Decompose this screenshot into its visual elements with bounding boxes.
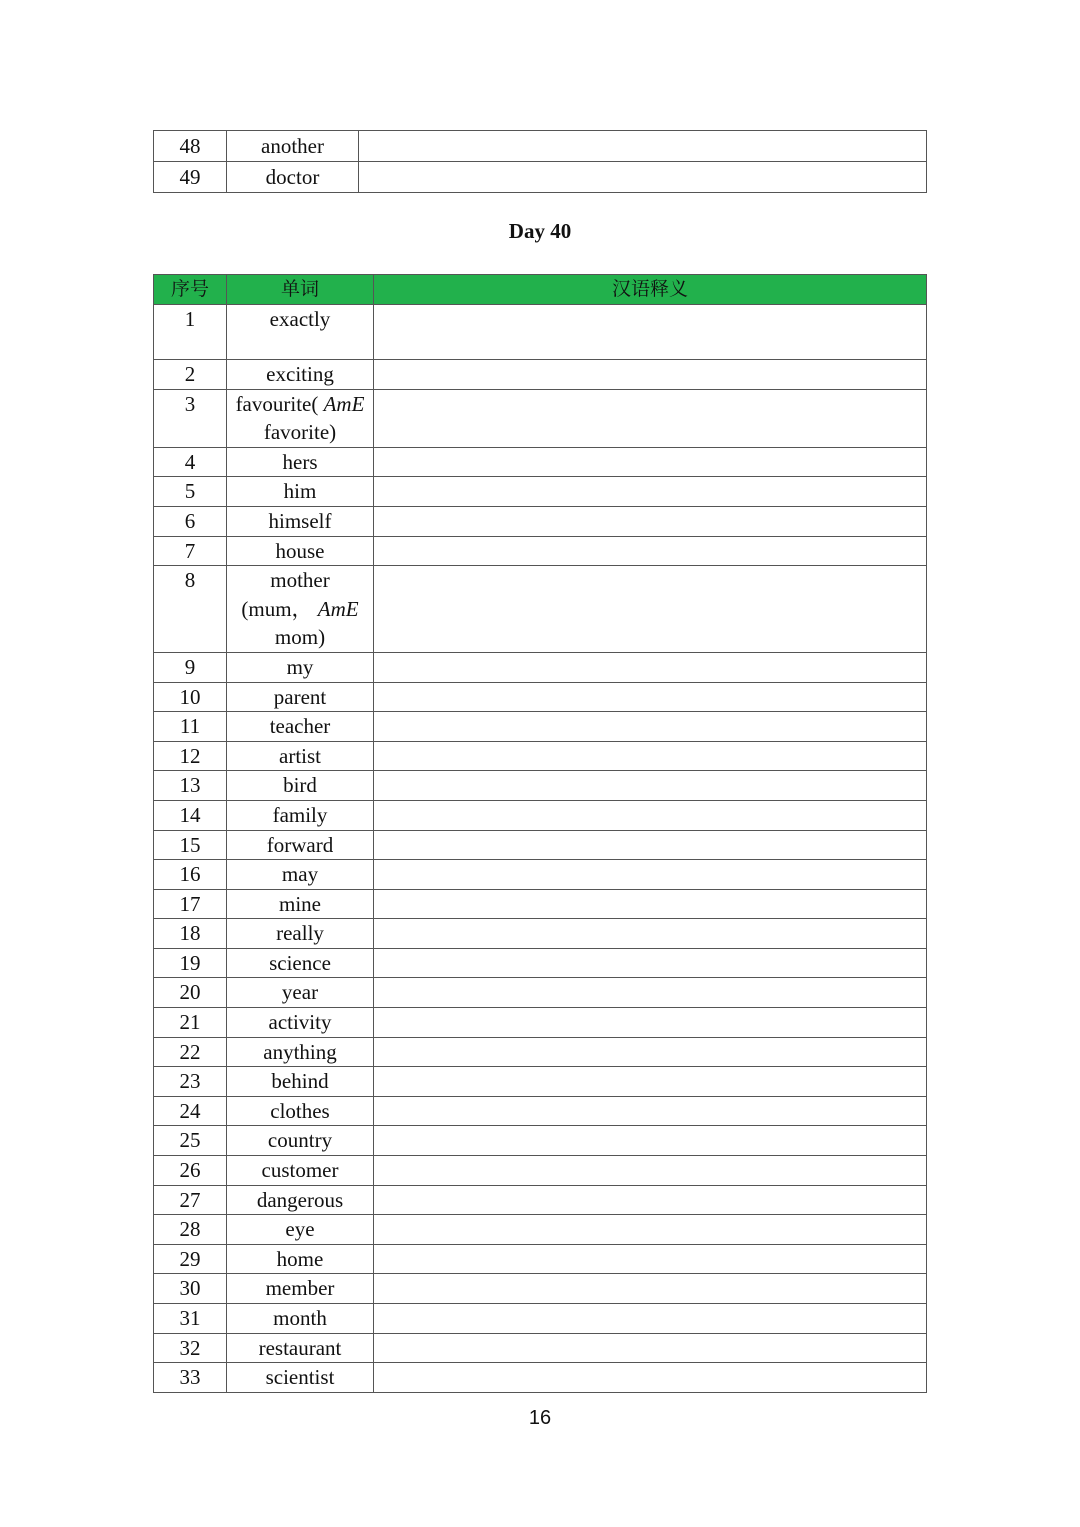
table-row [154,1363,927,1393]
row-word: month [227,1304,374,1334]
row-meaning [374,1215,927,1245]
row-number: 12 [154,741,227,771]
row-word: anything [227,1037,374,1067]
table-row [154,800,927,830]
row-number: 19 [154,948,227,978]
previous-vocab-table [153,130,927,193]
row-word: mine [227,889,374,919]
table-row [154,978,927,1008]
table-row [154,1274,927,1304]
row-number: 32 [154,1333,227,1363]
table-row [154,477,927,507]
row-word: behind [227,1067,374,1097]
row-word: parent [227,682,374,712]
row-meaning [374,389,927,447]
table-row [154,1333,927,1363]
row-number: 16 [154,860,227,890]
row-number: 2 [154,360,227,390]
row-word: really [227,919,374,949]
row-meaning [374,1126,927,1156]
row-number: 10 [154,682,227,712]
row-number: 21 [154,1008,227,1038]
table-row [154,948,927,978]
table-row [154,1126,927,1156]
row-number: 14 [154,800,227,830]
row-number: 5 [154,477,227,507]
table-row [154,919,927,949]
row-word: exciting [227,360,374,390]
row-number: 13 [154,771,227,801]
header-word: 单词 [227,275,374,305]
row-word: teacher [227,712,374,742]
row-word: doctor [227,162,359,193]
table-row [154,447,927,477]
row-meaning [374,830,927,860]
row-number: 3 [154,389,227,447]
table-row [154,889,927,919]
table-row [154,830,927,860]
row-word: exactly [227,305,374,360]
row-meaning [374,360,927,390]
row-word: scientist [227,1363,374,1393]
row-number: 9 [154,652,227,682]
row-word: himself [227,506,374,536]
table-row [154,536,927,566]
header-meaning: 汉语释义 [374,275,927,305]
row-word: artist [227,741,374,771]
row-meaning [374,477,927,507]
table-header-row [154,275,927,305]
row-meaning [374,800,927,830]
row-word: may [227,860,374,890]
row-meaning [374,1156,927,1186]
row-word: clothes [227,1096,374,1126]
table-row [154,1185,927,1215]
row-number: 22 [154,1037,227,1067]
row-meaning [374,1185,927,1215]
row-number: 30 [154,1274,227,1304]
table-row [154,771,927,801]
row-word: activity [227,1008,374,1038]
word-variant-text: mom) [274,625,326,650]
page-number: 16 [528,1407,552,1429]
row-meaning [374,566,927,653]
table-row [154,1304,927,1334]
row-number: 18 [154,919,227,949]
row-word: my [227,652,374,682]
row-meaning [374,1067,927,1097]
row-meaning [374,536,927,566]
row-meaning [374,1274,927,1304]
row-number: 27 [154,1185,227,1215]
row-meaning [374,447,927,477]
row-word: house [227,536,374,566]
table-row [154,162,927,193]
table-row [154,566,927,653]
row-number: 26 [154,1156,227,1186]
row-word: him [227,477,374,507]
row-word: eye [227,1215,374,1245]
table-row [154,360,927,390]
row-meaning [374,978,927,1008]
vocab-table [153,274,927,1393]
row-number: 31 [154,1304,227,1334]
word-text: mother (mum， [241,568,330,621]
row-meaning [374,948,927,978]
row-word: home [227,1244,374,1274]
table-row [154,860,927,890]
row-number: 29 [154,1244,227,1274]
row-number: 11 [154,712,227,742]
row-word: member [227,1274,374,1304]
row-number: 8 [154,566,227,653]
table-row [154,131,927,162]
row-word: country [227,1126,374,1156]
row-word: forward [227,830,374,860]
row-meaning [374,652,927,682]
word-variant-label: AmE [317,596,359,621]
word-variant-label: AmE [323,391,365,416]
header-number: 序号 [154,275,227,305]
row-number: 1 [154,305,227,360]
row-meaning [374,1333,927,1363]
row-meaning [374,712,927,742]
row-number: 4 [154,447,227,477]
row-number: 33 [154,1363,227,1393]
row-meaning [374,1037,927,1067]
table-row [154,682,927,712]
row-meaning [374,889,927,919]
section-title: Day 40 [508,219,572,243]
table-row [154,1215,927,1245]
table-row [154,712,927,742]
word-text: favourite( [235,391,319,416]
row-meaning [374,1096,927,1126]
row-word [227,566,374,653]
row-word: restaurant [227,1333,374,1363]
row-meaning [359,162,927,193]
row-number: 20 [154,978,227,1008]
row-meaning [374,919,927,949]
row-number: 25 [154,1126,227,1156]
row-word: dangerous [227,1185,374,1215]
row-meaning [374,1008,927,1038]
row-number: 6 [154,506,227,536]
table-row [154,1008,927,1038]
row-number: 23 [154,1067,227,1097]
table-row [154,305,927,360]
row-number: 15 [154,830,227,860]
table-row [154,1037,927,1067]
row-meaning [374,682,927,712]
row-meaning [374,506,927,536]
row-meaning [374,1363,927,1393]
table-row [154,506,927,536]
row-meaning [374,1304,927,1334]
row-meaning [374,860,927,890]
table-row [154,652,927,682]
table-row [154,389,927,447]
word-variant-text: favorite) [263,420,337,445]
row-word: science [227,948,374,978]
row-meaning [374,741,927,771]
row-number: 24 [154,1096,227,1126]
row-number: 48 [154,131,227,162]
row-meaning [359,131,927,162]
row-word: family [227,800,374,830]
row-number: 49 [154,162,227,193]
row-word: hers [227,447,374,477]
row-meaning [374,1244,927,1274]
row-number: 28 [154,1215,227,1245]
row-word [227,389,374,447]
row-word: year [227,978,374,1008]
table-row [154,1067,927,1097]
table-row [154,1244,927,1274]
row-number: 17 [154,889,227,919]
row-word: customer [227,1156,374,1186]
row-number: 7 [154,536,227,566]
row-word: another [227,131,359,162]
table-row [154,741,927,771]
table-row [154,1096,927,1126]
row-meaning [374,771,927,801]
row-meaning [374,305,927,360]
table-row [154,1156,927,1186]
row-word: bird [227,771,374,801]
